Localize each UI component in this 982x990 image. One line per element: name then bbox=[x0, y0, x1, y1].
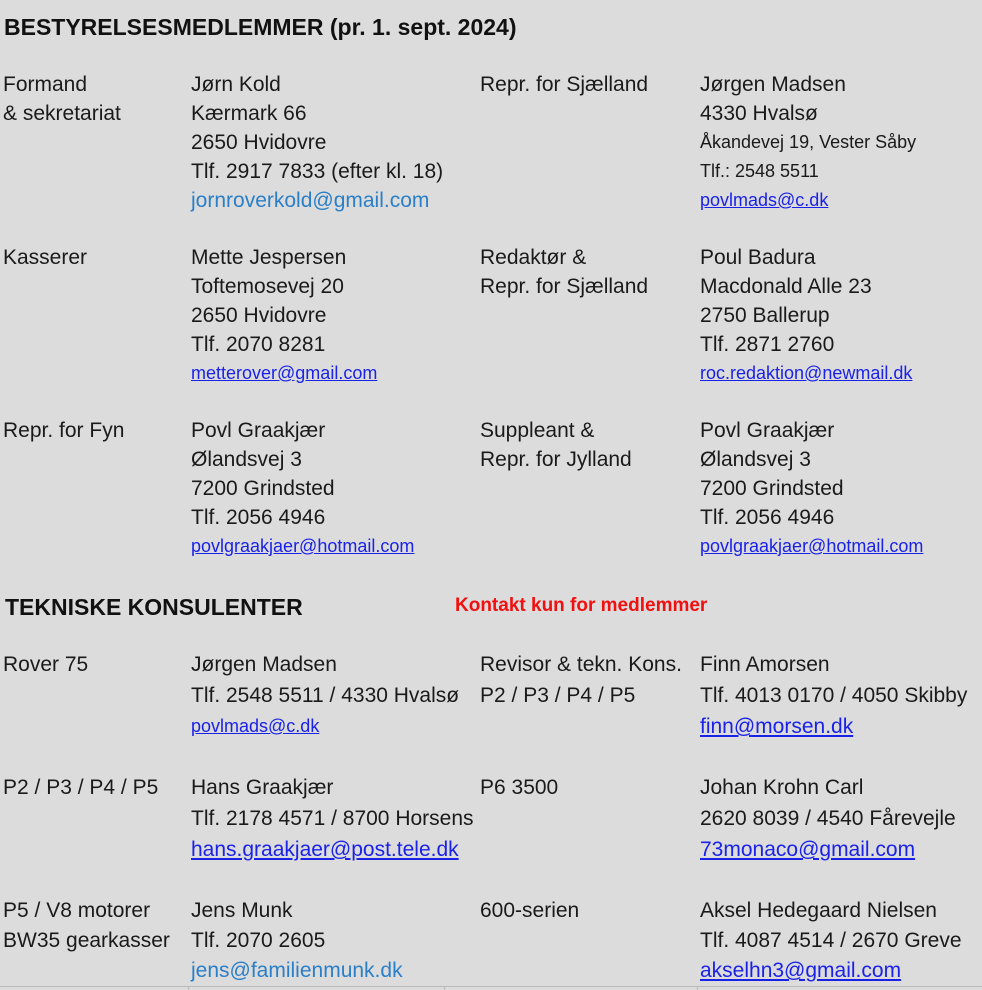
role-line: Formand bbox=[3, 73, 88, 96]
member-address: Ølandsvej 3 bbox=[191, 448, 302, 471]
role-p6 bbox=[480, 773, 558, 802]
member-formand bbox=[191, 70, 443, 215]
member-address: Kærmark 66 bbox=[191, 102, 307, 125]
role-formand bbox=[3, 70, 121, 128]
consultant-phone: Tlf. 4013 0170 / 4050 Skibby bbox=[700, 684, 968, 707]
consultant-name: Finn Amorsen bbox=[700, 653, 830, 676]
role-600-serien bbox=[480, 896, 579, 925]
role-line: Kasserer bbox=[3, 246, 88, 269]
member-name: Poul Badura bbox=[700, 246, 816, 269]
role-kasserer bbox=[3, 243, 87, 272]
role-line: Suppleant & bbox=[480, 419, 595, 442]
consultant-email-link[interactable]: hans.graakjaer@post.tele.dk bbox=[191, 838, 459, 861]
consultant-revisor bbox=[700, 650, 967, 741]
consultant-p5-v8 bbox=[191, 896, 403, 985]
role-p2-p5 bbox=[3, 773, 158, 802]
consultant-600-serien bbox=[700, 896, 962, 985]
member-repr-fyn bbox=[191, 416, 414, 561]
role-line: 600-serien bbox=[480, 899, 580, 922]
grid-line bbox=[188, 986, 189, 990]
role-p5-v8 bbox=[3, 896, 170, 955]
member-name: Povl Graakjær bbox=[191, 419, 326, 442]
member-city: 2750 Ballerup bbox=[700, 304, 830, 327]
member-email-link[interactable]: povlgraakjaer@hotmail.com bbox=[191, 536, 415, 556]
consultant-email-link[interactable]: jens@familienmunk.dk bbox=[191, 959, 403, 982]
member-email-link[interactable]: povlgraakjaer@hotmail.com bbox=[700, 536, 924, 556]
member-phone: Tlf. 2917 7833 (efter kl. 18) bbox=[191, 160, 444, 183]
role-line: P5 / V8 motorer bbox=[3, 899, 151, 922]
tech-title: TEKNISKE KONSULENTER bbox=[5, 594, 303, 620]
role-redaktor bbox=[480, 243, 648, 301]
role-line: Redaktør & bbox=[480, 246, 587, 269]
member-repr-sjaelland bbox=[700, 70, 916, 215]
role-line: P2 / P3 / P4 / P5 bbox=[480, 684, 636, 707]
member-email-link[interactable]: povlmads@c.dk bbox=[700, 190, 829, 210]
role-revisor bbox=[480, 650, 682, 710]
consultant-name: Jørgen Madsen bbox=[191, 653, 337, 676]
consultant-email-link[interactable]: 73monaco@gmail.com bbox=[700, 838, 916, 861]
member-phone: Tlf.: 2548 5511 bbox=[700, 161, 819, 181]
member-city: 2650 Hvidovre bbox=[191, 304, 327, 327]
consultant-phone: Tlf. 2548 5511 / 4330 Hvalsø bbox=[191, 684, 460, 707]
board-title: BESTYRELSESMEDLEMMER (pr. 1. sept. 2024) bbox=[4, 14, 517, 40]
member-redaktor bbox=[700, 243, 912, 388]
members-only-notice: Kontakt kun for medlemmer bbox=[455, 595, 708, 616]
role-line: P2 / P3 / P4 / P5 bbox=[3, 776, 159, 799]
member-email-link[interactable]: jornroverkold@gmail.com bbox=[191, 189, 430, 212]
member-phone: Tlf. 2871 2760 bbox=[700, 333, 835, 356]
member-city: 7200 Grindsted bbox=[191, 477, 335, 500]
consultant-phone: 2620 8039 / 4540 Fårevejle bbox=[700, 807, 956, 830]
member-suppleant bbox=[700, 416, 923, 561]
member-kasserer bbox=[191, 243, 377, 388]
consultant-phone: Tlf. 2070 2605 bbox=[191, 929, 326, 952]
role-line: Rover 75 bbox=[3, 653, 89, 676]
member-phone: Tlf. 2070 8281 bbox=[191, 333, 326, 356]
role-line: Repr. for Fyn bbox=[3, 419, 125, 442]
role-line: & sekretariat bbox=[3, 102, 121, 125]
member-name: Jørgen Madsen bbox=[700, 73, 846, 96]
member-email-link[interactable]: roc.redaktion@newmail.dk bbox=[700, 363, 913, 383]
member-name: Mette Jespersen bbox=[191, 246, 347, 269]
consultant-phone: Tlf. 2178 4571 / 8700 Horsens bbox=[191, 807, 474, 830]
consultant-p6 bbox=[700, 773, 956, 864]
member-city: 2650 Hvidovre bbox=[191, 131, 327, 154]
member-phone: Tlf. 2056 4946 bbox=[700, 506, 835, 529]
grid-line bbox=[697, 986, 698, 990]
role-line: BW35 gearkasser bbox=[3, 929, 170, 952]
member-address: Toftemosevej 20 bbox=[191, 275, 344, 298]
grid-line bbox=[0, 986, 982, 987]
consultant-rover75 bbox=[191, 650, 459, 741]
consultant-email-link[interactable]: akselhn3@gmail.com bbox=[700, 959, 902, 982]
consultant-name: Jens Munk bbox=[191, 899, 293, 922]
member-phone: Tlf. 2056 4946 bbox=[191, 506, 326, 529]
consultant-name: Aksel Hedegaard Nielsen bbox=[700, 899, 937, 922]
consultant-email-link[interactable]: finn@morsen.dk bbox=[700, 715, 854, 738]
role-repr-fyn bbox=[3, 416, 124, 445]
consultant-name: Johan Krohn Carl bbox=[700, 776, 864, 799]
member-name: Povl Graakjær bbox=[700, 419, 835, 442]
member-city: 7200 Grindsted bbox=[700, 477, 844, 500]
consultant-phone: Tlf. 4087 4514 / 2670 Greve bbox=[700, 929, 962, 952]
role-line: Revisor & tekn. Kons. bbox=[480, 653, 682, 676]
role-line: Repr. for Jylland bbox=[480, 448, 632, 471]
role-repr-sjaelland bbox=[480, 70, 648, 99]
role-line: Repr. for Sjælland bbox=[480, 275, 649, 298]
member-address: Ølandsvej 3 bbox=[700, 448, 811, 471]
grid-line bbox=[444, 986, 445, 990]
member-address: Åkandevej 19, Vester Såby bbox=[700, 132, 917, 152]
role-suppleant bbox=[480, 416, 632, 474]
role-line: P6 3500 bbox=[480, 776, 559, 799]
member-address: Macdonald Alle 23 bbox=[700, 275, 872, 298]
role-line: Repr. for Sjælland bbox=[480, 73, 649, 96]
member-name: Jørn Kold bbox=[191, 73, 281, 96]
consultant-name: Hans Graakjær bbox=[191, 776, 334, 799]
member-email-link[interactable]: metterover@gmail.com bbox=[191, 363, 378, 383]
member-city: 4330 Hvalsø bbox=[700, 102, 818, 125]
consultant-p2-p5 bbox=[191, 773, 474, 864]
consultant-email-link[interactable]: povlmads@c.dk bbox=[191, 716, 320, 736]
role-rover75 bbox=[3, 650, 88, 679]
